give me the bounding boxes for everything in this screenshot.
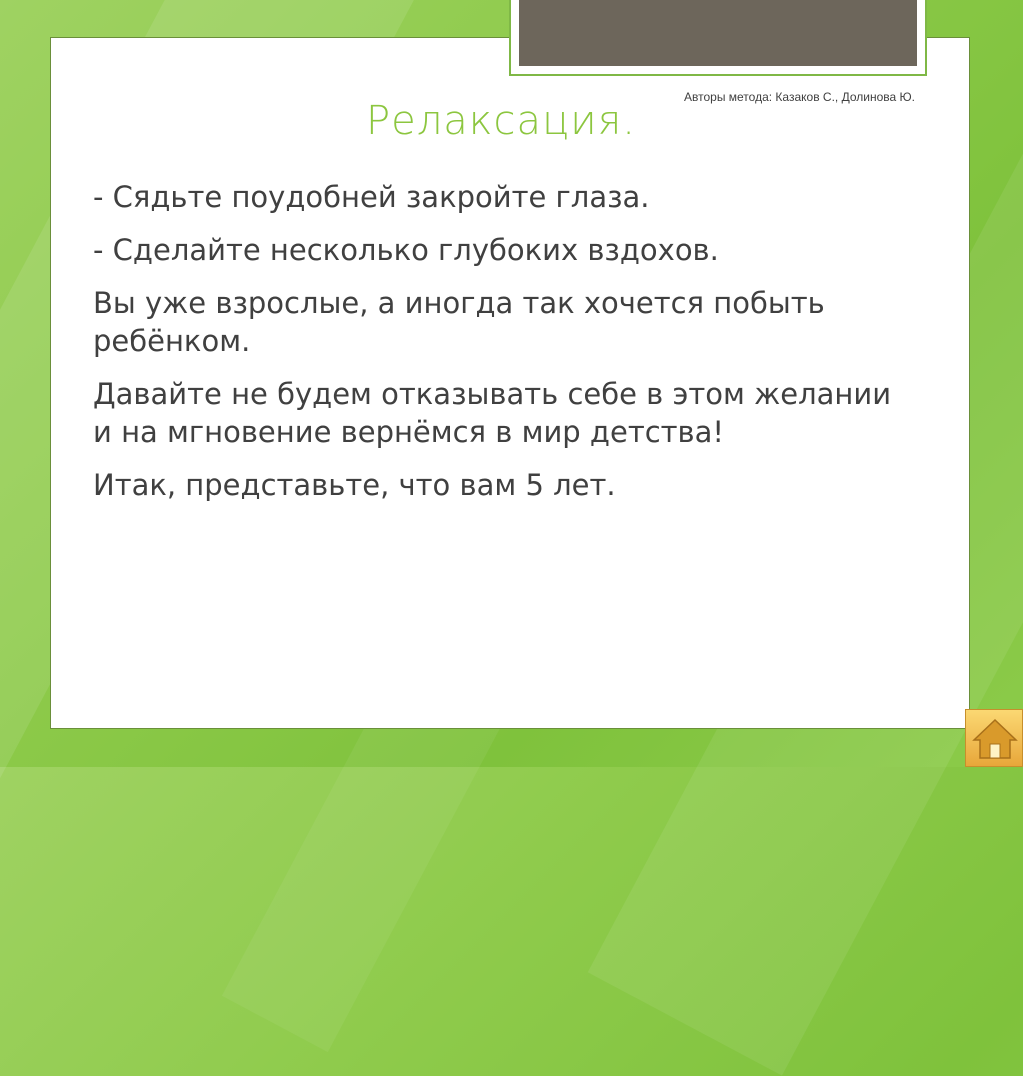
- slide-body: [93, 178, 893, 519]
- body-paragraph: - Сядьте поудобней закройте глаза.: [93, 180, 650, 214]
- photo-placeholder: [519, 0, 917, 66]
- authors-caption: Авторы метода: Казаков С., Долинова Ю.: [684, 90, 915, 104]
- body-paragraph: Вы уже взрослые, а иногда так хочется побыть ребёнком.: [93, 286, 825, 358]
- home-icon: [970, 714, 1020, 764]
- body-paragraph: Итак, представьте, что вам 5 лет.: [93, 468, 616, 502]
- slide-title: Релаксация.: [366, 98, 637, 144]
- slide-panel: [50, 37, 970, 729]
- body-paragraph: Давайте не будем отказывать себе в этом желании и на мгновение вернёмся в мир детства!: [93, 377, 892, 449]
- home-button[interactable]: [965, 709, 1023, 767]
- body-paragraph: - Сделайте несколько глубоких вздохов.: [93, 233, 719, 267]
